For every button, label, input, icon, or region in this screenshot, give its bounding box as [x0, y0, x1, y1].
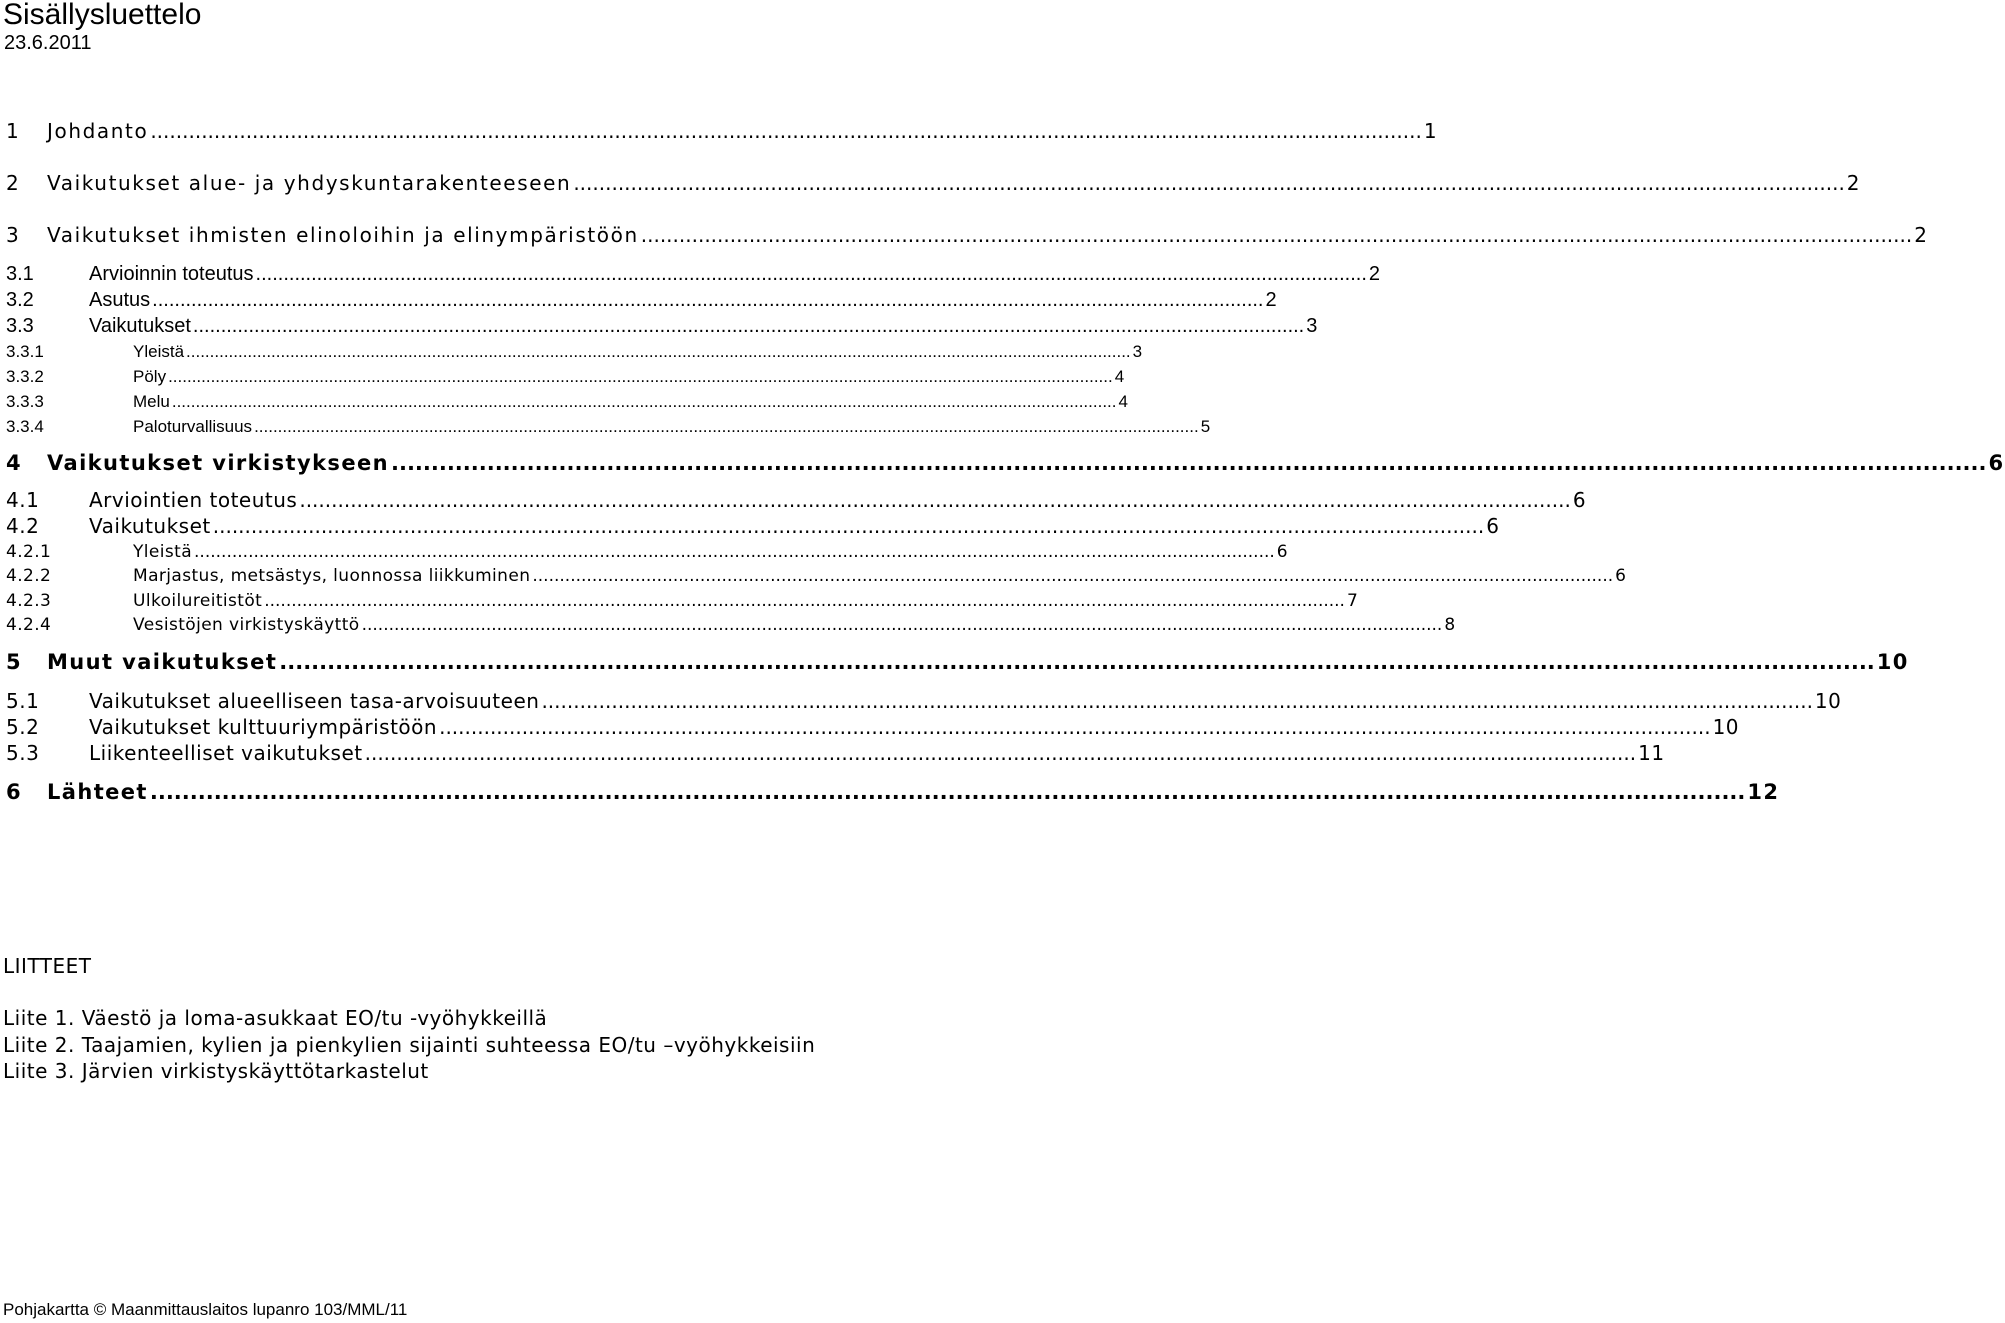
toc-number: 5.3 — [6, 741, 40, 765]
toc-label: Vaikutukset ihmisten elinoloihin ja elinympäristöön — [47, 223, 639, 247]
toc-leader: ........................................................................................................................................................................................................ — [279, 650, 1875, 674]
toc-label: Vaikutukset alueelliseen tasa-arvoisuuteen — [89, 689, 540, 713]
toc-leader: ........................................................................................................................................................................................................ — [532, 566, 1614, 586]
toc-number: 3.3.3 — [6, 392, 44, 411]
appendix-item: Liite 1. Väestö ja loma-asukkaat EO/tu -vyöhykkeillä — [3, 1006, 548, 1030]
toc-page: 12 — [1747, 780, 1780, 804]
toc-label: Vesistöjen virkistyskäyttö — [133, 615, 360, 635]
toc-number: 3 — [6, 223, 21, 247]
toc-number: 4.2 — [6, 514, 40, 538]
toc-label: Marjastus, metsästys, luonnossa liikkuminen — [133, 566, 531, 586]
toc-page: 4 — [1118, 392, 1128, 411]
toc-label: Yleistä — [133, 342, 185, 361]
toc-label: Pöly — [133, 367, 167, 386]
toc-page: 2 — [1368, 263, 1380, 285]
toc-number: 5 — [6, 650, 23, 674]
toc-number: 2 — [6, 171, 21, 195]
toc-leader: ........................................................................................................................................................................................................ — [171, 392, 1117, 411]
toc-page: 11 — [1638, 741, 1665, 765]
toc-number: 3.3.1 — [6, 342, 44, 361]
toc-number: 5.2 — [6, 715, 40, 739]
toc-leader: ........................................................................................................................................................................................................ — [364, 741, 1637, 765]
toc-number: 3.3.2 — [6, 367, 44, 386]
toc-entry[interactable] — [6, 650, 1909, 674]
toc-label: Melu — [133, 392, 170, 411]
toc-number: 4.2.1 — [6, 542, 52, 562]
toc-leader: ........................................................................................................................................................................................................ — [361, 615, 1443, 635]
toc-leader: ........................................................................................................................................................................................................ — [640, 223, 1913, 247]
toc-entry[interactable] — [6, 342, 1143, 362]
toc-number: 6 — [6, 780, 23, 804]
toc-page: 3 — [1132, 342, 1143, 361]
toc-number: 4 — [6, 451, 23, 475]
toc-entry[interactable] — [6, 542, 1289, 562]
toc-number: 3.3 — [6, 315, 34, 337]
toc-label: Muut vaikutukset — [47, 650, 278, 674]
toc-page: 10 — [1814, 689, 1842, 713]
toc-leader: ........................................................................................................................................................................................................ — [152, 289, 1264, 311]
toc-number: 4.2.3 — [6, 591, 52, 611]
toc-entry[interactable] — [6, 367, 1125, 387]
toc-page: 3 — [1306, 315, 1318, 337]
toc-leader: ........................................................................................................................................................................................................ — [541, 689, 1813, 713]
toc-page: 4 — [1114, 367, 1125, 386]
toc-label: Arvioinnin toteutus — [89, 263, 254, 285]
toc-page: 1 — [1423, 119, 1439, 143]
toc-page: 6 — [1486, 514, 1500, 538]
toc-leader: ........................................................................................................................................................................................................ — [255, 263, 1367, 285]
toc-leader: ........................................................................................................................................................................................................ — [254, 417, 1199, 436]
toc-entry[interactable] — [6, 715, 1740, 739]
toc-entry[interactable] — [6, 689, 1842, 713]
toc-label: Asutus — [89, 289, 151, 311]
appendices-heading: LIITTEET — [3, 954, 92, 978]
toc-label: Lähteet — [47, 780, 148, 804]
toc-leader: ........................................................................................................................................................................................................ — [212, 514, 1485, 538]
toc-leader: ........................................................................................................................................................................................................ — [194, 542, 1275, 562]
toc-entry[interactable] — [6, 566, 1627, 586]
toc-entry[interactable] — [6, 119, 1439, 143]
toc-number: 4.1 — [6, 488, 40, 512]
toc-page: 6 — [1276, 542, 1289, 562]
toc-page: 6 — [1572, 488, 1587, 512]
toc-label: Vaikutukset virkistykseen — [47, 451, 389, 475]
toc-page: 10 — [1712, 715, 1740, 739]
appendix-item: Liite 2. Taajamien, kylien ja pienkylien sijainti suhteessa EO/tu –vyöhykkeisiin — [3, 1033, 816, 1057]
toc-entry[interactable] — [6, 289, 1277, 312]
toc-entry[interactable] — [6, 591, 1359, 611]
toc-label: Liikenteelliset vaikutukset — [89, 741, 363, 765]
toc-label: Johdanto — [47, 119, 149, 143]
toc-label: Vaikutukset alue- ja yhdyskuntarakenteeseen — [47, 171, 572, 195]
toc-label: Ulkoilureitistöt — [133, 591, 263, 611]
toc-leader: ........................................................................................................................................................................................................ — [192, 315, 1305, 337]
toc-page: 8 — [1444, 615, 1456, 635]
toc-label: Arviointien toteutus — [89, 488, 298, 512]
toc-number: 4.2.4 — [6, 615, 52, 635]
toc-leader: ........................................................................................................................................................................................................ — [573, 171, 1845, 195]
toc-page: 2 — [1846, 171, 1862, 195]
toc-leader: ........................................................................................................................................................................................................ — [149, 780, 1746, 804]
toc-entry[interactable] — [6, 780, 1780, 804]
toc-number: 3.3.4 — [6, 417, 44, 436]
toc-entry[interactable] — [6, 451, 2005, 475]
toc-leader: ........................................................................................................................................................................................................ — [439, 715, 1711, 739]
toc-entry[interactable] — [6, 514, 1500, 538]
document-date: 23.6.2011 — [4, 32, 92, 54]
toc-leader: ........................................................................................................................................................................................................ — [299, 488, 1571, 512]
toc-entry[interactable] — [6, 392, 1128, 412]
toc-leader: ........................................................................................................................................................................................................ — [150, 119, 1422, 143]
toc-entry[interactable] — [6, 171, 1862, 195]
toc-page: 10 — [1876, 650, 1909, 674]
toc-entry[interactable] — [6, 417, 1211, 437]
toc-page: 6 — [1988, 451, 2005, 475]
toc-page: 5 — [1200, 417, 1211, 436]
appendix-item: Liite 3. Järvien virkistyskäyttötarkastelut — [3, 1059, 429, 1083]
toc-number: 3.2 — [6, 289, 34, 311]
toc-label: Yleistä — [133, 542, 193, 562]
toc-label: Paloturvallisuus — [133, 417, 253, 436]
toc-leader: ........................................................................................................................................................................................................ — [264, 591, 1345, 611]
toc-entry[interactable] — [6, 315, 1318, 338]
map-copyright-footer: Pohjakartta © Maanmittauslaitos lupanro 103/MML/11 — [3, 1300, 408, 1319]
toc-leader: ........................................................................................................................................................................................................ — [168, 367, 1113, 386]
toc-label: Vaikutukset — [89, 315, 191, 337]
toc-leader: ........................................................................................................................................................................................................ — [390, 451, 1987, 475]
toc-number: 4.2.2 — [6, 566, 52, 586]
toc-label: Vaikutukset — [89, 514, 211, 538]
toc-page: 2 — [1265, 289, 1277, 311]
toc-number: 1 — [6, 119, 21, 143]
page-title: Sisällysluettelo — [3, 0, 202, 31]
toc-number: 3.1 — [6, 263, 34, 285]
toc-entry[interactable] — [6, 741, 1665, 765]
toc-entry[interactable] — [6, 488, 1587, 512]
toc-entry[interactable] — [6, 263, 1380, 286]
toc-leader: ........................................................................................................................................................................................................ — [186, 342, 1131, 361]
toc-number: 5.1 — [6, 689, 40, 713]
toc-entry[interactable] — [6, 223, 1929, 247]
toc-label: Vaikutukset kulttuuriympäristöön — [89, 715, 438, 739]
toc-page: 2 — [1914, 223, 1929, 247]
toc-entry[interactable] — [6, 615, 1456, 635]
toc-page: 7 — [1346, 591, 1359, 611]
toc-page: 6 — [1615, 566, 1627, 586]
